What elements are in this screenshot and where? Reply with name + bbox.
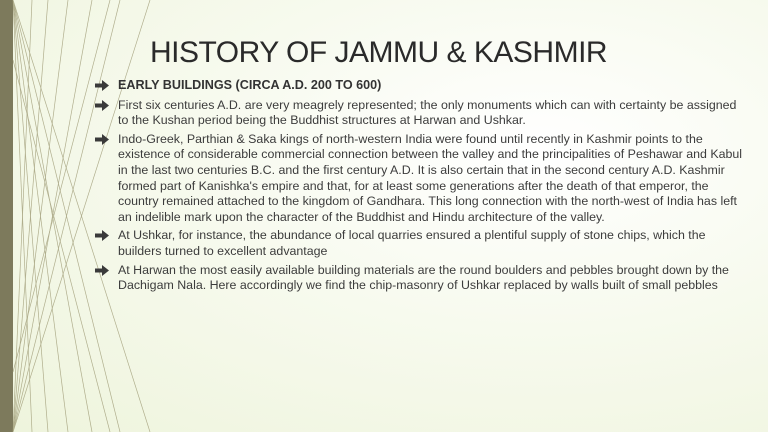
arrow-right-icon — [95, 80, 109, 91]
bullet-item — [95, 132, 750, 226]
bullet-text: EARLY BUILDINGS (CIRCA A.D. 200 TO 600) — [118, 78, 382, 92]
bullet-text: Indo-Greek, Parthian & Saka kings of north-western India were found until recently in Kashmir points to the existence of considerable commercial connection between the valley and the principalities of Peshawar and Kabul in the last two centuries B.C. and the first century A.D. It is also certain that in the second century A.D. Kashmir formed part of Kanishka's empire and that, for at least some generations after the death of that emperor, the country remained attached to the kingdom of Gandhara. This long connection with the north-west of India has left an indelible mark upon the character of the Buddhist and Hindu architecture of the valley. — [118, 131, 743, 224]
arrow-right-icon — [95, 230, 109, 241]
bullet-item — [95, 228, 750, 259]
bullet-text: At Harwan the most easily available building materials are the round boulders and pebbles brought down by the Dachigam Nala. Here accordingly we find the chip-masonry of Ushkar replaced by walls built of small pebbles — [118, 262, 729, 293]
arrow-right-icon — [95, 100, 109, 111]
bullet-text: At Ushkar, for instance, the abundance of local quarries ensured a plentiful supply of stone chips, which the builders turned to excellent advantage — [118, 228, 706, 258]
arrow-right-icon — [95, 134, 109, 145]
bullet-item — [95, 78, 750, 94]
bullet-text: First six centuries A.D. are very meagrely represented; the only monuments which can with certainty be assigned to the Kushan period being the Buddhist structures at Harwan and Ushkar. — [118, 97, 737, 128]
slide-title: HISTORY OF JAMMU & KASHMIR — [150, 36, 608, 69]
bullet-list — [95, 78, 750, 297]
bullet-item — [95, 263, 750, 294]
arrow-right-icon — [95, 265, 109, 276]
bullet-item — [95, 98, 750, 129]
